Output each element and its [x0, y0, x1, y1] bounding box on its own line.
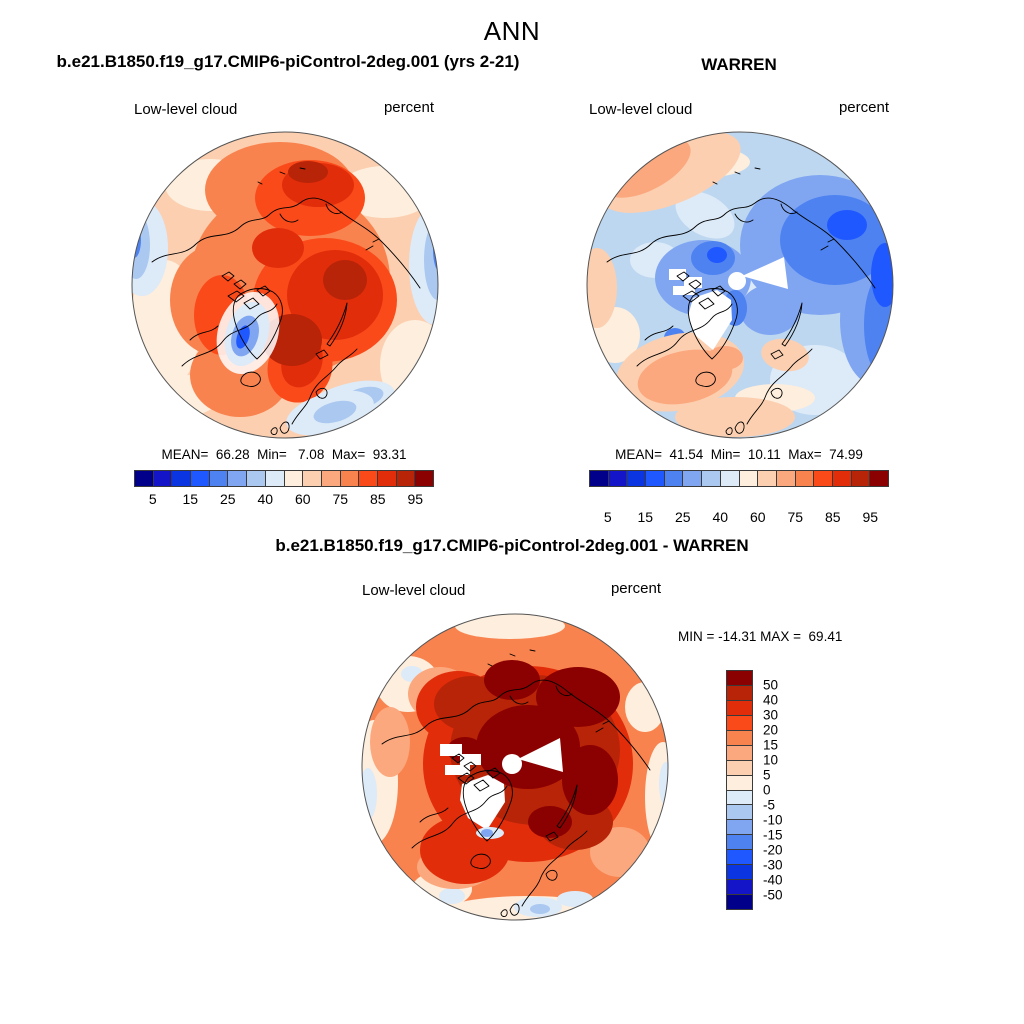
diff-variable-label: Low-level cloud	[362, 582, 466, 599]
colorbar-cell	[608, 471, 627, 486]
model-colorbar	[134, 470, 434, 487]
colorbar-tick-label: 15	[637, 509, 654, 525]
colorbar-tick-label: 5	[603, 509, 612, 525]
colorbar-tick-label: 20	[763, 722, 779, 738]
colorbar-cell	[727, 834, 752, 849]
colorbar-cell	[727, 864, 752, 879]
colorbar-tick-label: 40	[257, 491, 274, 507]
colorbar-tick-label: 30	[763, 707, 779, 723]
colorbar-cell	[626, 471, 645, 486]
colorbar-cell	[832, 471, 851, 486]
model-stats: MEAN= 66.28 Min= 7.08 Max= 93.31	[161, 447, 407, 462]
colorbar-tick-label: 5	[148, 491, 157, 507]
colorbar-tick-label: 85	[369, 491, 386, 507]
colorbar-cell	[776, 471, 795, 486]
diff-colorbar	[726, 670, 753, 910]
colorbar-cell	[302, 471, 321, 486]
colorbar-cell	[869, 471, 888, 486]
diff-colorbar-ticks	[757, 670, 801, 910]
colorbar-tick-label: 60	[749, 509, 766, 525]
colorbar-tick-label: 5	[763, 767, 771, 783]
colorbar-cell	[727, 879, 752, 894]
page-title: ANN	[483, 16, 541, 46]
colorbar-cell	[757, 471, 776, 486]
model-map	[130, 130, 440, 440]
colorbar-cell	[209, 471, 228, 486]
colorbar-cell	[727, 760, 752, 775]
colorbar-cell	[227, 471, 246, 486]
colorbar-cell	[682, 471, 701, 486]
colorbar-cell	[727, 715, 752, 730]
model-colorbar-ticks	[134, 489, 434, 507]
colorbar-tick-label: -20	[763, 842, 783, 858]
colorbar-tick-label: 25	[674, 509, 691, 525]
colorbar-cell	[190, 471, 209, 486]
colorbar-cell	[153, 471, 172, 486]
colorbar-tick-label: -10	[763, 812, 783, 828]
colorbar-tick-label: -30	[763, 857, 783, 873]
colorbar-cell	[795, 471, 814, 486]
colorbar-tick-label: 75	[787, 509, 804, 525]
colorbar-tick-label: 50	[763, 677, 779, 693]
colorbar-tick-label: -5	[763, 797, 776, 813]
obs-panel-title: WARREN	[701, 55, 777, 74]
colorbar-cell	[727, 894, 752, 909]
colorbar-cell	[701, 471, 720, 486]
colorbar-tick-label: 25	[219, 491, 236, 507]
colorbar-tick-label: -15	[763, 827, 783, 843]
model-units-label: percent	[383, 99, 434, 116]
colorbar-cell	[727, 790, 752, 805]
colorbar-tick-label: 95	[407, 491, 424, 507]
colorbar-cell	[727, 775, 752, 790]
colorbar-cell	[340, 471, 359, 486]
colorbar-tick-label: 10	[763, 752, 779, 768]
colorbar-cell	[265, 471, 284, 486]
diff-stats: MIN = -14.31 MAX = 69.41	[678, 629, 843, 644]
colorbar-cell	[720, 471, 739, 486]
colorbar-cell	[851, 471, 870, 486]
colorbar-cell	[727, 730, 752, 745]
colorbar-tick-label: -40	[763, 872, 783, 888]
diff-map	[360, 612, 670, 922]
colorbar-cell	[727, 685, 752, 700]
obs-stats: MEAN= 41.54 Min= 10.11 Max= 74.99	[615, 447, 863, 462]
colorbar-tick-label: 40	[763, 692, 779, 708]
colorbar-cell	[358, 471, 377, 486]
obs-colorbar	[589, 470, 889, 487]
diff-panel-title: b.e21.B1850.f19_g17.CMIP6-piControl-2deg.001 - WARREN	[275, 536, 749, 555]
diff-units-label: percent	[610, 580, 661, 597]
colorbar-tick-label: 40	[712, 509, 729, 525]
colorbar-tick-label: 85	[824, 509, 841, 525]
colorbar-cell	[377, 471, 396, 486]
colorbar-cell	[645, 471, 664, 486]
obs-colorbar-ticks	[589, 507, 889, 525]
colorbar-cell	[727, 700, 752, 715]
colorbar-tick-label: 75	[332, 491, 349, 507]
colorbar-cell	[284, 471, 303, 486]
colorbar-cell	[727, 819, 752, 834]
colorbar-tick-label: 15	[763, 737, 779, 753]
colorbar-cell	[171, 471, 190, 486]
model-variable-label: Low-level cloud	[134, 101, 238, 118]
colorbar-tick-label: 60	[294, 491, 311, 507]
colorbar-cell	[590, 471, 608, 486]
colorbar-tick-label: 15	[182, 491, 199, 507]
colorbar-tick-label: -50	[763, 887, 783, 903]
colorbar-cell	[727, 671, 752, 685]
colorbar-tick-label: 0	[763, 782, 771, 798]
obs-map	[585, 130, 895, 440]
colorbar-cell	[664, 471, 683, 486]
colorbar-cell	[414, 471, 433, 486]
model-panel-title: b.e21.B1850.f19_g17.CMIP6-piControl-2deg.001 (yrs 2-21)	[56, 52, 520, 71]
colorbar-cell	[727, 804, 752, 819]
colorbar-cell	[321, 471, 340, 486]
colorbar-cell	[727, 849, 752, 864]
obs-units-label: percent	[838, 99, 889, 116]
colorbar-cell	[246, 471, 265, 486]
colorbar-cell	[739, 471, 758, 486]
colorbar-cell	[135, 471, 153, 486]
colorbar-cell	[396, 471, 415, 486]
colorbar-cell	[813, 471, 832, 486]
obs-variable-label: Low-level cloud	[589, 101, 693, 118]
colorbar-cell	[727, 745, 752, 760]
colorbar-tick-label: 95	[862, 509, 879, 525]
